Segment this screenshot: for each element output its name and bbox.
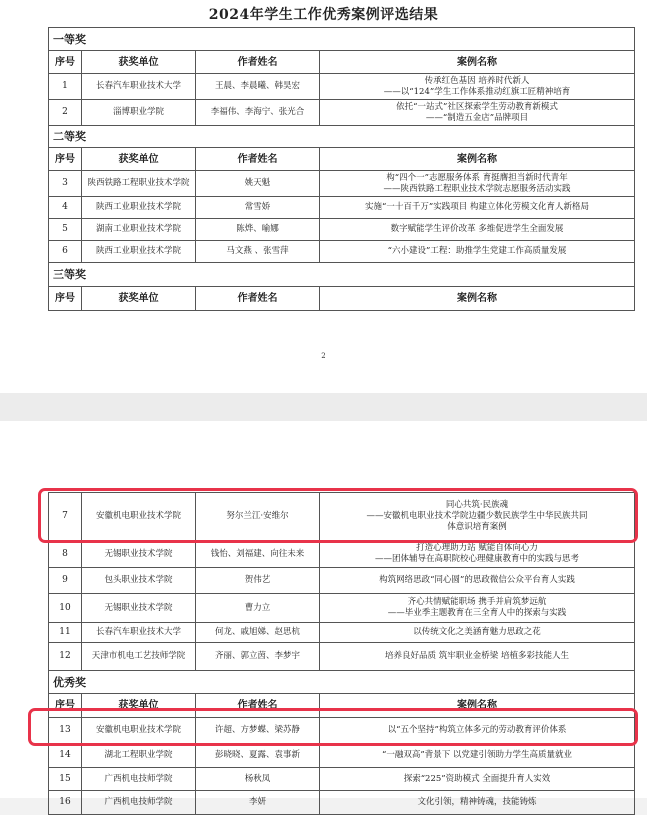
row-case [320,768,635,791]
row-unit: 无锡职业技术学院 [82,594,196,623]
results-table-page-1 [48,27,635,311]
case-line: 文化引领，精神铸魂，技能铸炼 [417,797,537,807]
header-unit: 获奖单位 [82,51,196,74]
row-unit: 陕西工业职业技术学院 [82,241,196,263]
row-authors: 曹力立 [196,594,320,623]
page-title: 2024年学生工作优秀案例评选结果 [208,7,439,23]
row-case [320,100,635,126]
header-authors: 作者姓名 [196,287,320,311]
header-case: 案例名称 [320,694,635,718]
row-num: 8 [49,541,82,568]
table-row [49,74,635,100]
header-row [49,694,635,718]
section-second-prize: 二等奖 [49,126,635,148]
case-line: 培养良好品质 筑牢职业金桥梁 培植多彩技能人生 [385,651,569,661]
header-row [49,287,635,311]
section-first-prize: 一等奖 [49,28,635,51]
row-case [320,623,635,643]
row-case [320,171,635,197]
section-excellence-prize: 优秀奖 [49,671,635,694]
row-unit: 陕西工业职业技术学院 [82,197,196,219]
case-line: 传承红色基因 培养时代新人 [424,75,530,86]
case-line: 数字赋能学生评价改革 多维促进学生全面发展 [390,224,564,234]
row-num: 10 [49,594,82,623]
row-num: 4 [49,197,82,219]
case-line: ——陕西铁路工程职业技术学院志愿服务活动实践 [383,183,571,194]
table-row [49,493,635,541]
row-case [320,493,635,541]
table-row [49,241,635,263]
row-case [320,541,635,568]
row-unit: 天津市机电工艺技师学院 [82,643,196,671]
document-page-2 [0,421,647,807]
row-unit: 包头职业技术学院 [82,568,196,594]
case-line: 打造心理助力站 赋能自体向心力 [416,543,538,553]
case-line: ——安徽机电职业技术学院边疆少数民族学生中华民族共同 [366,511,588,521]
case-line: 齐心共情赋能职场 携手并肩筑梦远航 [407,597,547,607]
row-authors: 许超、方梦蝶、梁苏静 [196,718,320,744]
header-authors: 作者姓名 [196,51,320,74]
row-authors: 马文燕 、张雪萍 [196,241,320,263]
case-line: 实施“一十百千万”实践项目 构建立体化劳模文化育人新格局 [365,202,589,212]
row-case [320,791,635,815]
header-num: 序号 [49,148,82,171]
row-num: 9 [49,568,82,594]
row-authors: 常雪娇 [196,197,320,219]
table-row [49,171,635,197]
row-authors: 努尔兰江·安维尔 [196,493,320,541]
header-authors: 作者姓名 [196,694,320,718]
table-row [49,568,635,594]
row-num: 5 [49,219,82,241]
case-line: 以传统文化之美涵育魅力思政之花 [413,627,541,637]
header-num: 序号 [49,51,82,74]
row-unit: 陕西铁路工程职业技术学院 [82,171,196,197]
table-row [49,623,635,643]
row-case [320,74,635,100]
case-line: 构筑网络思政“同心圆”的思政微信公众平台育人实践 [379,575,575,585]
row-case [320,568,635,594]
case-line: 体意识培育案例 [447,522,507,532]
table-row [49,718,635,744]
table-row [49,791,635,815]
header-unit: 获奖单位 [82,148,196,171]
table-row [49,594,635,623]
row-num: 2 [49,100,82,126]
row-unit: 湖北工程职业学院 [82,744,196,768]
header-case: 案例名称 [320,51,635,74]
row-authors: 李福伟、李海宁、张光合 [196,100,320,126]
row-num: 1 [49,74,82,100]
row-case [320,219,635,241]
table-row [49,100,635,126]
header-unit: 获奖单位 [82,287,196,311]
header-unit: 获奖单位 [82,694,196,718]
row-num: 11 [49,623,82,643]
table-row [49,541,635,568]
row-num: 6 [49,241,82,263]
case-line: 同心共筑·民族魂 [445,500,509,510]
row-unit: 安徽机电职业技术学院 [82,493,196,541]
case-line: 探索“225”资助模式 全面提升育人实效 [403,773,551,784]
case-line: ——“制造五金店”品牌项目 [425,112,529,123]
row-case [320,643,635,671]
case-line: “一融双高”背景下 以党建引领助力学生高质量就业 [382,750,572,760]
header-num: 序号 [49,287,82,311]
row-unit: 广西机电技师学院 [82,768,196,791]
row-unit: 广西机电技师学院 [82,791,196,815]
row-num: 16 [49,791,82,815]
row-authors: 李妍 [196,791,320,815]
row-num: 12 [49,643,82,671]
case-line: 依托“一站式”社区探索学生劳动教育新模式 [396,101,558,112]
row-authors: 彭晓晓、夏露、袁事新 [196,744,320,768]
row-authors: 齐丽、郭立茵、李梦宇 [196,643,320,671]
row-authors: 贺伟艺 [196,568,320,594]
row-num: 7 [49,493,82,541]
row-num: 13 [49,718,82,744]
row-unit: 长春汽车职业技术大学 [82,623,196,643]
row-authors: 姚天魁 [196,171,320,197]
header-case: 案例名称 [320,148,635,171]
row-case [320,594,635,623]
case-line: ——团体辅导在高职院校心理健康教育中的实践与思考 [374,554,579,564]
page-gap [0,393,647,421]
header-case: 案例名称 [320,287,635,311]
table-row [49,219,635,241]
case-line: “六小建设”工程：助推学生党建工作高质量发展 [387,246,567,256]
row-authors: 何龙、戚旭娣、赵思杭 [196,623,320,643]
row-case [320,744,635,768]
table-row [49,197,635,219]
row-unit: 淄博职业学院 [82,100,196,126]
document-page-1 [0,0,647,393]
header-row [49,148,635,171]
row-unit: 无锡职业技术学院 [82,541,196,568]
header-row [49,51,635,74]
header-authors: 作者姓名 [196,148,320,171]
row-unit: 湖南工业职业技术学院 [82,219,196,241]
row-unit: 长春汽车职业技术大学 [82,74,196,100]
results-table-page-2 [48,492,635,815]
row-authors: 陈烨、喻娜 [196,219,320,241]
row-unit: 安徽机电职业技术学院 [82,718,196,744]
header-num: 序号 [49,694,82,718]
row-authors: 杨秋凤 [196,768,320,791]
page-number: 2 [321,352,326,360]
row-authors: 王晨、李晨曦、韩昊宏 [196,74,320,100]
row-case [320,241,635,263]
case-line: ——毕业季主题教育在三全育人中的探索与实践 [387,608,567,618]
row-case [320,718,635,744]
row-num: 3 [49,171,82,197]
case-line: 以“五个坚持”构筑立体多元的劳动教育评价体系 [387,725,567,735]
section-third-prize: 三等奖 [49,263,635,287]
row-num: 15 [49,768,82,791]
table-row [49,768,635,791]
table-row [49,643,635,671]
row-authors: 钱怡、刘福建、向往未来 [196,541,320,568]
case-line: 构“四个一”志愿服务体系 育挺膺担当新时代青年 [386,172,568,183]
table-row [49,744,635,768]
row-case [320,197,635,219]
row-num: 14 [49,744,82,768]
case-line: ——以“124”学生工作体系推动红旗工匠精神培育 [383,86,571,97]
